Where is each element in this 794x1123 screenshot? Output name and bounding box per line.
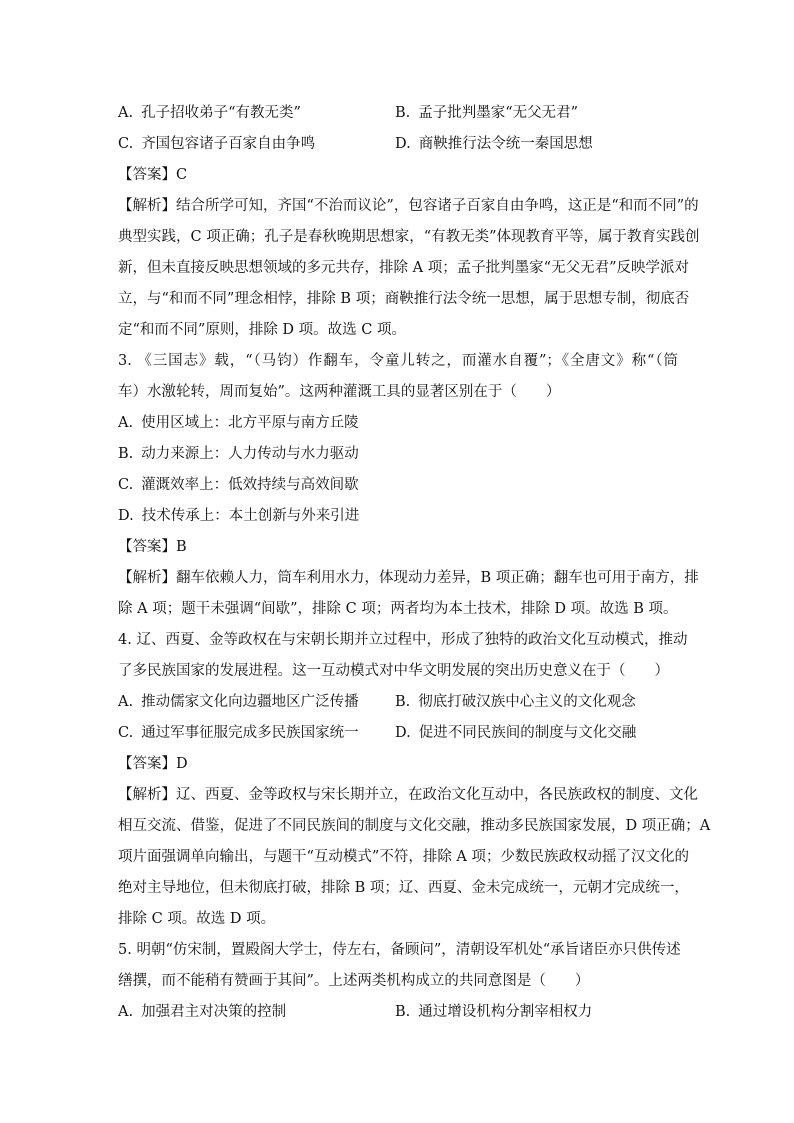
option-letter: C. xyxy=(118,725,134,741)
q4-stem-line: 了多民族国家的发展进程。这一互动模式对中华文明发展的突出历史意义在于（ ） xyxy=(118,663,669,679)
q3-analysis-line: 除 A 项；题干未强调“间歇”，排除 C 项；两者均为本土技术，排除 D 项。故选 B 项。 xyxy=(118,601,678,617)
q3-answer: 【答案】B xyxy=(118,539,187,555)
q3-stem-line: 3. 《三国志》载，“（马钧）作翻车，令童儿转之，而灌水自覆”；《全唐文》称“（筒 xyxy=(118,353,678,369)
option-text: 商鞅推行法令统一秦国思想 xyxy=(418,136,593,152)
option-text: 技术传承上：本土创新与外来引进 xyxy=(141,508,360,524)
q3-analysis-line: 【解析】翻车依赖人力，筒车利用水力，体现动力差异，B 项正确；翻车也可用于南方，排 xyxy=(118,570,699,586)
option-letter: A. xyxy=(118,105,134,121)
q3-option-a xyxy=(118,413,678,433)
q4-stem-line: 4. 辽、西夏、金等政权在与宋朝长期并立过程中，形成了独特的政治文化互动模式，推动 xyxy=(118,632,688,648)
option-letter: D. xyxy=(118,508,134,524)
option-text: 推动儒家文化向边疆地区广泛传播 xyxy=(141,694,359,710)
q2-analysis-line: 【解析】结合所学可知，齐国“不治而议论”，包容诸子百家自由争鸣，这正是“和而不同”的 xyxy=(118,198,699,214)
option-letter: A. xyxy=(118,1004,134,1020)
q3-stem-line: 车）水激轮转，周而复始”。这两种灌溉工具的显著区别在于（ ） xyxy=(118,384,561,400)
q4-analysis-line: 相互交流、借鉴，促进了不同民族间的制度与文化交融，推动多民族国家发展，D 项正确；A xyxy=(118,818,711,834)
option-letter: B. xyxy=(395,694,411,710)
q2-analysis-line: 立，与“和而不同”理念相悖，排除 B 项；商鞅推行法令统一思想，属于思想专制，彻底否 xyxy=(118,291,690,307)
q2-analysis-line: 典型实践，C 项正确；孔子是春秋晚期思想家，“有教无类”体现教育平等，属于教育实践创 xyxy=(118,229,700,245)
q5-stem-line: 5. 明朝“仿宋制，置殿阁大学士，侍左右，备顾问”，清朝设军机处“承旨诸臣亦只供传述 xyxy=(118,942,681,958)
q4-answer: 【答案】D xyxy=(118,756,188,772)
option-letter: D. xyxy=(395,725,411,741)
option-text: 彻底打破汉族中心主义的文化观念 xyxy=(418,694,636,710)
option-letter: B. xyxy=(395,1004,411,1020)
q4-option-b xyxy=(395,692,685,712)
option-text: 使用区域上：北方平原与南方丘陵 xyxy=(141,415,359,431)
q4-analysis-line: 项片面强调单向输出，与题干“互动模式”不符，排除 A 项；少数民族政权动摇了汉文化的 xyxy=(118,849,690,865)
option-text: 孔子招收弟子“有教无类” xyxy=(141,105,301,121)
option-letter: B. xyxy=(395,105,411,121)
q3-option-b xyxy=(118,444,678,464)
q2-analysis-line: 定“和而不同”原则，排除 D 项。故选 C 项。 xyxy=(118,322,406,338)
option-letter: A. xyxy=(118,415,134,431)
q3-option-c xyxy=(118,475,678,495)
q4-analysis-line: 【解析】辽、西夏、金等政权与宋长期并立，在政治文化互动中，各民族政权的制度、文化 xyxy=(118,787,698,803)
option-letter: A. xyxy=(118,694,134,710)
q2-option-d xyxy=(395,134,685,154)
option-text: 通过军事征服完成多民族国家统一 xyxy=(141,725,359,741)
option-letter: B. xyxy=(118,446,134,462)
option-letter: D. xyxy=(395,136,411,152)
option-text: 促进不同民族间的制度与文化交融 xyxy=(418,725,637,741)
q2-answer: 【答案】C xyxy=(118,167,188,183)
option-letter: C. xyxy=(118,136,134,152)
q2-analysis-line: 新，但未直接反映思想领域的多元共存，排除 A 项；孟子批判墨家“无父无君”反映学派对 xyxy=(118,260,690,276)
option-text: 齐国包容诸子百家自由争鸣 xyxy=(141,136,316,152)
q3-option-d xyxy=(118,506,678,526)
option-text: 通过增设机构分割宰相权力 xyxy=(418,1004,593,1020)
q4-option-d xyxy=(395,723,685,743)
option-text: 灌溉效率上：低效持续与高效间歇 xyxy=(141,477,359,493)
q5-stem-line: 缮撰，而不能稍有赞画于其间”。上述两类机构成立的共同意图是（ ） xyxy=(118,973,590,989)
q4-analysis-line: 绝对主导地位，但未彻底打破，排除 B 项；辽、西夏、金未完成统一，元朝才完成统一， xyxy=(118,880,689,896)
option-text: 孟子批判墨家“无父无君” xyxy=(418,105,579,121)
q2-option-b xyxy=(395,103,685,123)
q5-option-b xyxy=(395,1002,685,1022)
option-letter: C. xyxy=(118,477,134,493)
option-text: 动力来源上：人力传动与水力驱动 xyxy=(141,446,359,462)
q4-analysis-line: 排除 C 项。故选 D 项。 xyxy=(118,911,276,927)
option-text: 加强君主对决策的控制 xyxy=(141,1004,287,1020)
